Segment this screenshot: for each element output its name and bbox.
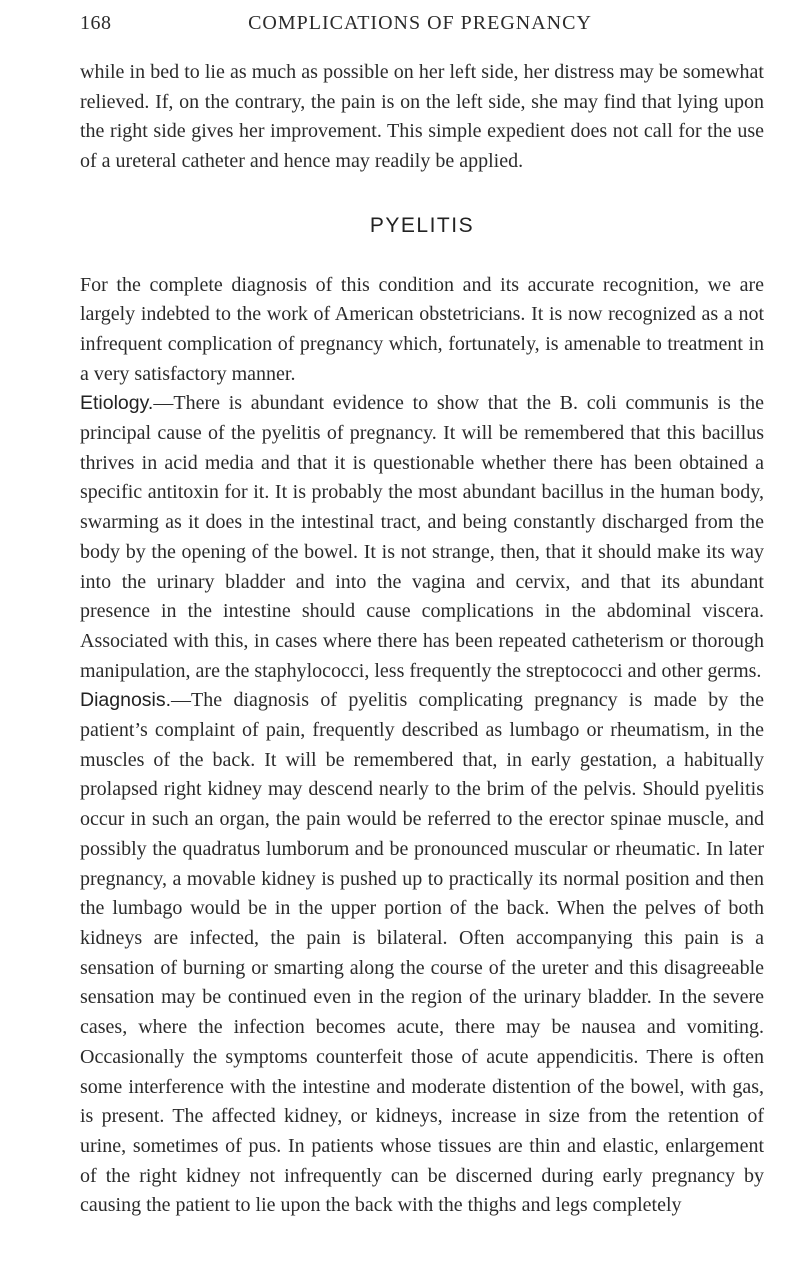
etiology-paragraph (80, 389, 764, 686)
intro-paragraph: For the complete diagnosis of this condition and its accurate recognition, we are largely indebted to the work of American obstetricians. It is now recognized as a not infrequent complication of pregnancy which, fortunately, is amenable to treatment in a very satisfactory manner. (80, 273, 764, 385)
diagnosis-heading: Diagnosis. (80, 689, 172, 712)
page-header (80, 6, 760, 46)
page-body (80, 58, 764, 1221)
running-head: COMPLICATIONS OF PREGNANCY (248, 12, 592, 34)
section-heading: PYELITIS (369, 213, 475, 237)
diagnosis-text: —The diagnosis of pyelitis complicating pregnancy is made by the patient’s complaint of pain, frequently described as lumbago or rheumatism, in the muscles of the back. It will be remembered that, in early gestation, a habitually prolapsed right kidney may descend nearly to the brim of the pelvis. Should pyelitis occur in such an organ, the pain would be referred to the erector spinae muscle, and possibly the quadratus lumborum and be pronounced muscular or rheumatic. In later pregnancy, a movable kidney is pushed up to practically its normal position and then the lumbago would be in the upper portion of the back. When the pelves of both kidneys are infected, the pain is bilateral. Often accompanying this pain is a sensation of burning or smarting along the course of the ureter and this disagreeable sensation may be continued even in the region of the urinary bladder. In the severe cases, where the infection becomes acute, there may be nausea and vomiting. Occasionally the symptoms counterfeit those of acute appendicitis. There is often some interference with the intestine and moderate distention of the bowel, with gas, is present. The affected kidney, or kidneys, increase in size from the retention of urine, sometimes of pus. In patients whose tissues are thin and elastic, enlargement of the right kidney not infrequently can be discerned during early pregnancy by causing the patient to lie upon the back with the thighs and legs completely (80, 689, 764, 1217)
continuation-paragraph: while in bed to lie as much as possible on her left side, her distress may be somewhat relieved. If, on the contrary, the pain is on the left side, she may find that lying upon the right side gives her improvement. This simple expedient does not call for the use of a ureteral catheter and hence may readily be applied. (80, 61, 764, 173)
page-number: 168 (80, 12, 112, 34)
etiology-heading: Etiology. (80, 392, 154, 415)
diagnosis-paragraph (80, 686, 764, 1221)
etiology-text: —There is abundant evidence to show that the B. coli communis is the principal cause of the pyelitis of pregnancy. It will be remembered that this bacillus thrives in acid media and that it is questionable whether there has been obtained a specific antitoxin for it. It is probably the most abundant bacillus in the human body, swarming as it does in the intestinal tract, and being constantly discharged from the body by the opening of the bowel. It is not strange, then, that it should make its way into the urinary bladder and into the vagina and cervix, and that its abundant presence in the intestine should cause complications in the abdominal viscera. Associated with this, in cases where there has been repeated catheterism or thorough manipulation, are the staphylococci, less frequently the streptococci and other germs. (80, 392, 764, 682)
